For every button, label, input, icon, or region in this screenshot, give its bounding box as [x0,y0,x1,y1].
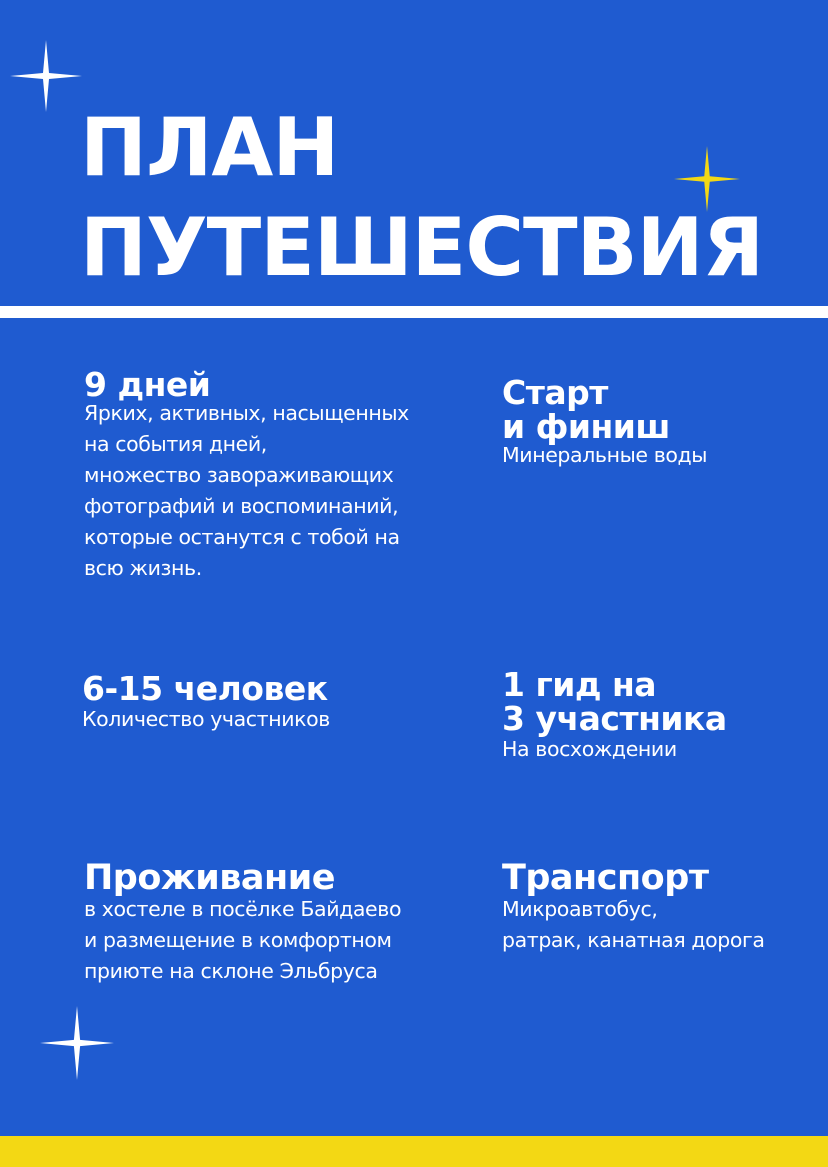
accommodation-heading: Проживание [84,858,335,898]
accommodation-text: в хостеле в посёлке Байдаево и размещение в комфортном приюте на склоне Эльбруса [84,897,402,983]
days-block [84,365,409,584]
transport-heading: Транспорт [502,858,709,898]
title-line-1: ПЛАН [80,101,339,194]
start-finish-text: Минеральные воды [502,443,708,467]
yellow-bottom-bar [0,1136,828,1167]
days-text: Ярких, активных, насыщенных на события дней, множество завораживающих фотографий и воспоминаний, которые останутся с тобой на всю жизнь. [84,401,409,580]
guide-heading: 1 гид на 3 участника [502,665,727,738]
start-finish-heading: Старт и финиш [502,373,670,446]
days-heading: 9 дней [84,365,211,404]
people-block [82,669,330,735]
divider [0,306,828,318]
page-title [80,98,763,298]
people-heading: 6-15 человек [82,669,328,708]
guide-text: На восхождении [502,737,677,761]
people-text: Количество участников [82,707,330,731]
title-line-2: ПУТЕШЕСТВИЯ [80,201,764,294]
sparkle-icon-bottom-left [40,1006,114,1080]
sparkle-icon-top-left [10,40,82,112]
start-finish-block [502,373,708,471]
transport-block [502,860,765,956]
accommodation-block [84,860,401,987]
guide-block [502,665,727,765]
transport-text: Микроавтобус, ратрак, канатная дорога [502,897,765,952]
